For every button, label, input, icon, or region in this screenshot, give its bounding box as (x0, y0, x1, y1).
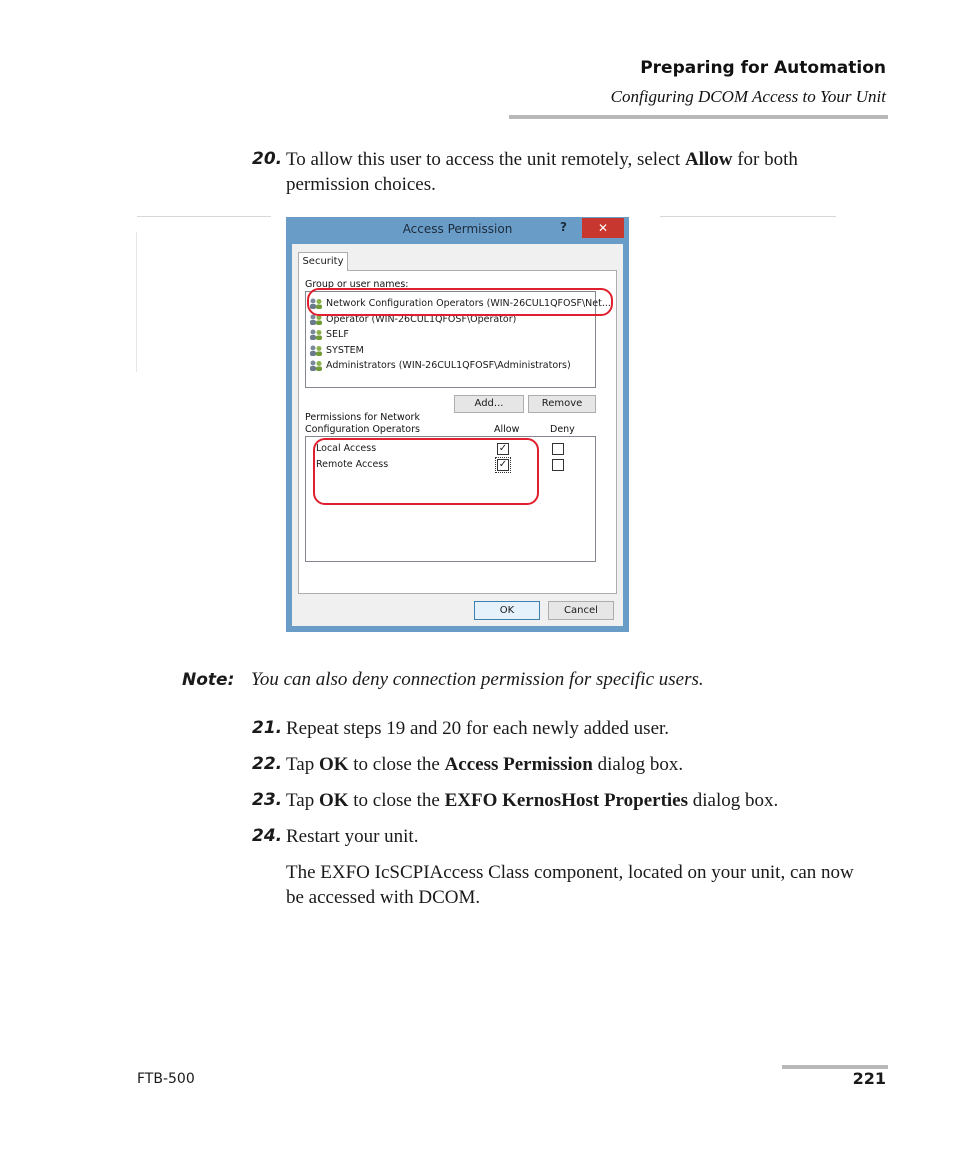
ok-button[interactable]: OK (474, 601, 540, 620)
step-number: 24. (252, 826, 283, 846)
list-item[interactable]: SYSTEM (309, 343, 364, 358)
step-text: Repeat steps 19 and 20 for each newly added user. (286, 718, 670, 739)
cancel-button[interactable]: Cancel (548, 601, 614, 620)
permissions-label-line-2: Configuration Operators (305, 424, 420, 435)
remote-access-deny-checkbox[interactable] (552, 459, 564, 471)
step-21 (252, 716, 872, 741)
permissions-label-line-1: Permissions for Network (305, 412, 420, 423)
step-text: Tap OK to close the Access Permission dialog box. (286, 754, 684, 775)
allow-highlight-circle (313, 438, 539, 505)
access-permission-dialog (286, 217, 629, 632)
step-text: To allow this user to access the unit remotely, select Allow for both permission choices. (286, 149, 798, 195)
step-24 (252, 824, 872, 849)
header-rule (509, 115, 888, 119)
result-paragraph: The EXFO IcSCPIAccess Class component, located on your unit, can now be accessed with DCOM. (286, 862, 854, 908)
permission-name: Remote Access (316, 459, 389, 470)
remove-button[interactable]: Remove (528, 395, 596, 413)
step-text: Restart your unit. (286, 826, 419, 847)
remote-access-allow-checkbox[interactable]: ✓ (498, 459, 508, 470)
list-item[interactable]: SELF (309, 327, 349, 342)
tab-security[interactable]: Security (298, 252, 348, 271)
section-title: Configuring DCOM Access to Your Unit (610, 87, 886, 106)
deny-column-header: Deny (550, 424, 575, 435)
allow-column-header: Allow (494, 424, 520, 435)
list-item[interactable]: Administrators (WIN-26CUL1QFOSF\Administrators) (309, 358, 571, 373)
local-access-allow-checkbox[interactable]: ✓ (498, 443, 508, 454)
add-button[interactable]: Add... (454, 395, 524, 413)
dialog-title: Access Permission (402, 222, 513, 236)
chapter-title: Preparing for Automation (640, 58, 886, 78)
users-icon (309, 329, 323, 340)
users-icon (309, 360, 323, 371)
step-number: 20. (252, 149, 283, 169)
list-item[interactable]: Network Configuration Operators (WIN-26CUL1QFOSF\Net... (309, 296, 611, 311)
permission-name: Local Access (316, 443, 377, 454)
product-name: FTB-500 (137, 1071, 195, 1087)
help-icon[interactable]: ? (560, 220, 567, 234)
list-item[interactable]: Operator (WIN-26CUL1QFOSF\Operator) (309, 312, 516, 327)
close-icon[interactable]: ✕ (582, 218, 624, 238)
step-22 (252, 752, 872, 777)
background-window-edge (660, 216, 836, 217)
step-20 (252, 147, 872, 197)
step-23 (252, 788, 872, 813)
group-label: Group or user names: (305, 279, 409, 290)
step-text: Tap OK to close the EXFO KernosHost Properties dialog box. (286, 790, 779, 811)
background-window-edge (137, 216, 271, 217)
step-number: 22. (252, 754, 283, 774)
step-number: 23. (252, 790, 283, 810)
local-access-deny-checkbox[interactable] (552, 443, 564, 455)
note-text: You can also deny connection permission for specific users. (251, 669, 704, 690)
security-panel (298, 270, 617, 594)
note-label: Note: (182, 670, 235, 690)
page-number: 221 (852, 1069, 886, 1088)
users-icon (309, 345, 323, 356)
step-number: 21. (252, 718, 283, 738)
user-highlight-circle (307, 288, 613, 316)
background-window-edge (136, 232, 137, 372)
